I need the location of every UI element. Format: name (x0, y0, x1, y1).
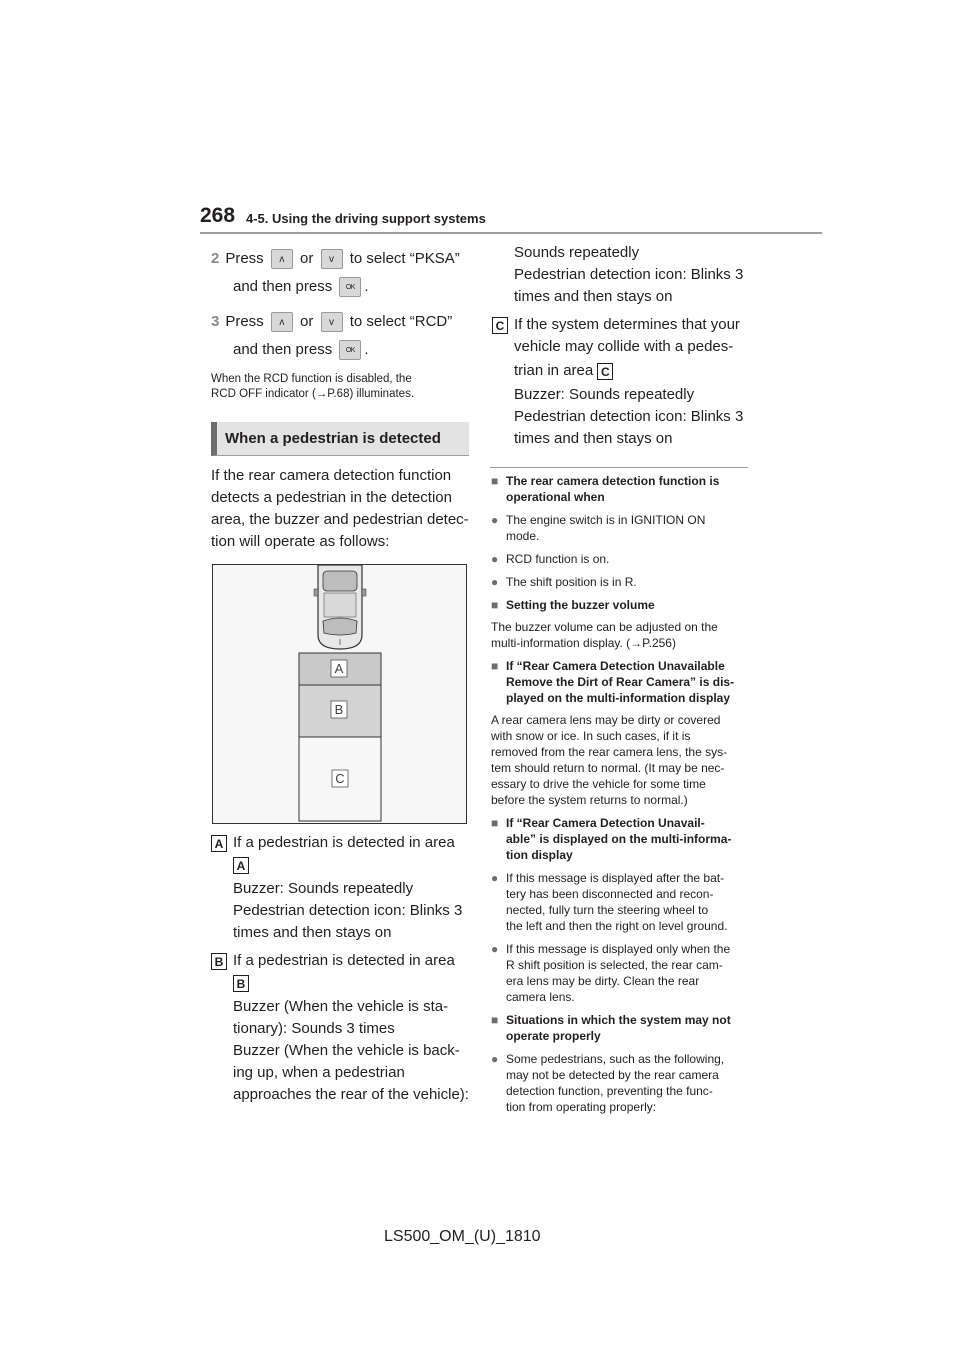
intro-line: tion will operate as follows: (211, 533, 390, 550)
zone-b-label (331, 701, 347, 718)
dirt-heading: ■ If “Rear Camera Detection Unavailable Remove the Dirt of Rear Camera” is dis- played on the multi-information display (491, 659, 735, 705)
area-b-description (233, 950, 473, 1106)
area-a-inline-marker: A (233, 857, 249, 874)
svg-text:A: A (334, 661, 344, 676)
buzzer-text: The buzzer volume can be adjusted on the multi-information display. (→P.256) (491, 620, 718, 650)
situations-heading: ■ Situations in which the system may not operate properly (491, 1013, 731, 1043)
square-bullet-icon: ■ (491, 598, 499, 612)
detection-area-svg (213, 565, 466, 823)
area-c-description (514, 314, 759, 450)
square-bullet-icon: ■ (491, 659, 499, 673)
operational-item: ● The shift position is in R. (491, 575, 637, 589)
area-b-cont-line: Pedestrian detection icon: Blinks 3 (514, 266, 744, 283)
operational-item: ● RCD function is on. (491, 552, 610, 566)
intro-line: area, the buzzer and pedestrian detec- (211, 511, 469, 528)
section-title: 4-5. Using the driving support systems (246, 211, 486, 226)
circle-bullet-icon: ● (491, 552, 499, 566)
ok-button-icon: OK (339, 277, 361, 297)
step-number: 3 (211, 313, 220, 330)
area-c-line: trian in area (514, 362, 594, 379)
dirt-text: A rear camera lens may be dirty or covered with snow or ice. In such cases, if it is removed from the rear camera lens, the sys- tem should return to normal. (It may be nec- essary to drive the vehicle for some time before the system returns to normal.) (491, 713, 728, 807)
unavailable-heading: ■ If “Rear Camera Detection Unavail- able” is displayed on the multi-informa- tion display (491, 816, 732, 862)
area-a-line: Buzzer: Sounds repeatedly (233, 880, 414, 897)
area-b-continuation (514, 242, 754, 308)
period: . (364, 341, 369, 358)
svg-text:B: B (334, 702, 344, 717)
area-c-line: If the system determines that your (514, 316, 740, 333)
down-button-icon: v (321, 249, 343, 269)
step-number: 2 (211, 250, 220, 267)
note-line: RCD OFF indicator (→P.68) illuminates. (211, 388, 415, 400)
intro-line: detects a pedestrian in the detection (211, 489, 452, 506)
square-bullet-icon: ■ (491, 1013, 499, 1027)
circle-bullet-icon: ● (491, 575, 499, 589)
svg-text:C: C (335, 771, 345, 786)
square-bullet-icon: ■ (491, 816, 499, 830)
note-line: When the RCD function is disabled, the (211, 373, 412, 385)
circle-bullet-icon: ● (491, 513, 499, 527)
area-c-line: vehicle may collide with a pedes- (514, 338, 734, 355)
up-button-icon: ʌ (271, 249, 293, 269)
situations-item: ● Some pedestrians, such as the following, may not be detected by the rear camera detection function, preventing the func- tion from operating properly: (491, 1052, 725, 1114)
area-b-line: If a pedestrian is detected in area (233, 952, 455, 969)
area-c-line: Buzzer: Sounds repeatedly (514, 386, 695, 403)
header-divider (200, 232, 822, 234)
area-b-marker: B (211, 953, 227, 970)
unavailable-item: ● If this message is displayed only when the R shift position is selected, the rear cam- era lens may be dirty. Clean the rear camera lens. (491, 942, 731, 1004)
area-b-line: Buzzer (When the vehicle is sta- (233, 998, 449, 1015)
operational-item: ● The engine switch is in IGNITION ON mode. (491, 513, 706, 543)
down-button-icon: v (321, 312, 343, 332)
area-b-cont-line: times and then stays on (514, 288, 673, 305)
right-column-divider (490, 467, 748, 468)
area-b-line: ing up, when a pedestrian (233, 1064, 405, 1081)
car-top-view-icon (314, 565, 366, 649)
operational-heading: ■ The rear camera detection function is operational when (491, 474, 720, 504)
step-then-text: and then press (233, 341, 333, 358)
area-a-description (233, 832, 473, 944)
unavailable-item: ● If this message is displayed after the bat- tery has been disconnected and recon- nected, fully turn the steering wheel to the left and then the right on level ground. (491, 871, 728, 933)
area-b-line: Buzzer (When the vehicle is back- (233, 1042, 460, 1059)
intro-line: If the rear camera detection function (211, 467, 452, 484)
zone-a-label (331, 660, 347, 677)
step-select-text: to select “RCD” (349, 313, 453, 330)
step-press-text: Press (225, 313, 264, 330)
period: . (364, 278, 369, 295)
area-b-inline-marker: B (233, 975, 249, 992)
area-c-line: times and then stays on (514, 430, 673, 447)
area-b-line: tionary): Sounds 3 times (233, 1020, 395, 1037)
area-a-line: times and then stays on (233, 924, 392, 941)
area-c-inline-marker: C (597, 363, 613, 380)
area-b-line: approaches the rear of the vehicle): (233, 1086, 469, 1103)
right-notes (491, 473, 753, 1115)
step-or-text: or (300, 250, 314, 267)
step-2 (211, 248, 460, 270)
step-2-cont (233, 276, 369, 298)
step-3-cont (233, 339, 369, 361)
up-button-icon: ʌ (271, 312, 293, 332)
circle-bullet-icon: ● (491, 942, 499, 956)
rcd-disabled-note (211, 372, 414, 402)
ok-button-icon: OK (339, 340, 361, 360)
step-or-text: or (300, 313, 314, 330)
circle-bullet-icon: ● (491, 1052, 499, 1066)
buzzer-heading: ■ Setting the buzzer volume (491, 598, 655, 612)
square-bullet-icon: ■ (491, 474, 499, 488)
subheading-pedestrian-detected: When a pedestrian is detected (211, 422, 469, 456)
area-b-cont-line: Sounds repeatedly (514, 244, 640, 261)
step-press-text: Press (225, 250, 264, 267)
area-a-line: Pedestrian detection icon: Blinks 3 (233, 902, 463, 919)
area-a-line: If a pedestrian is detected in area (233, 834, 455, 851)
step-then-text: and then press (233, 278, 333, 295)
intro-paragraph (211, 465, 469, 553)
detection-area-diagram (212, 564, 467, 824)
page-number: 268 (200, 204, 236, 227)
step-3 (211, 311, 452, 333)
zone-c-label (332, 770, 348, 787)
area-a-marker: A (211, 835, 227, 852)
step-select-text: to select “PKSA” (349, 250, 460, 267)
document-code: LS500_OM_(U)_1810 (384, 1228, 541, 1245)
circle-bullet-icon: ● (491, 871, 499, 885)
area-c-marker: C (492, 317, 508, 334)
area-c-line: Pedestrian detection icon: Blinks 3 (514, 408, 744, 425)
